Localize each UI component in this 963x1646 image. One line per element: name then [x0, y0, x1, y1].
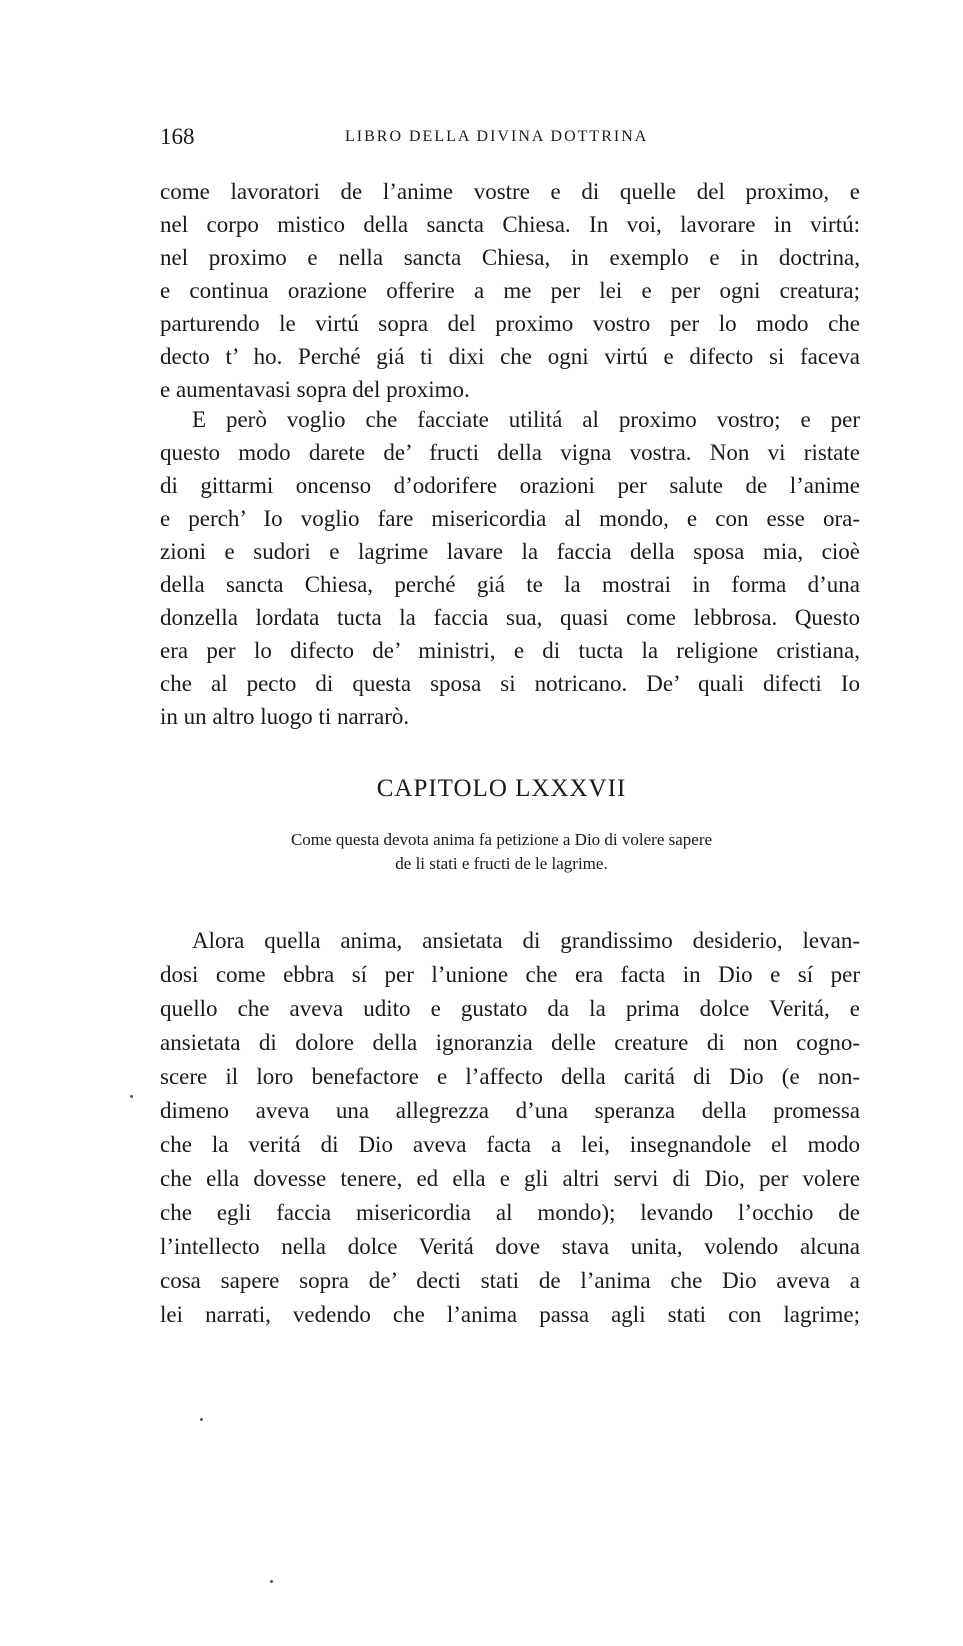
scan-speck: [130, 1095, 133, 1098]
text-line: e perch’ Io voglio fare misericordia al mondo, e con esse ora-: [160, 506, 860, 531]
page-number: 168: [160, 124, 195, 149]
text-line: era per lo difecto de’ ministri, e di tucta la religione cristiana,: [160, 638, 860, 663]
text-line: come lavoratori de l’anime vostre e di quelle del proximo, e: [160, 179, 860, 204]
text-line: che al pecto di questa sposa si notricano. De’ quali difecti Io: [160, 671, 860, 696]
text-line: l’intellecto nella dolce Veritá dove stava unita, volendo alcuna: [160, 1234, 860, 1259]
chapter-summary: [0, 828, 963, 876]
text-line: lei narrati, vedendo che l’anima passa agli stati con lagrime;: [160, 1302, 860, 1327]
text-line: della sancta Chiesa, perché giá te la mostrai in forma d’una: [160, 572, 860, 597]
text-line: decto t’ ho. Perché giá ti dixi che ogni virtú e difecto si faceva: [160, 344, 860, 369]
text-line: Alora quella anima, ansietata di grandissimo desiderio, levan-: [192, 928, 860, 953]
text-line: che la veritá di Dio aveva facta a lei, insegnandole el modo: [160, 1132, 860, 1157]
paragraph-2: [160, 403, 860, 733]
text-line: parturendo le virtú sopra del proximo vostro per lo modo che: [160, 311, 860, 336]
text-line: cosa sapere sopra de’ decti stati de l’anima che Dio aveva a: [160, 1268, 860, 1293]
chapter-summary-line: Come questa devota anima fa petizione a Dio di volere sapere: [290, 830, 713, 849]
text-line: nel corpo mistico della sancta Chiesa. In voi, lavorare in virtú:: [160, 212, 860, 237]
text-line: questo modo darete de’ fructi della vigna vostra. Non vi ristate: [160, 440, 860, 465]
text-line: di gittarmi oncenso d’odorifere orazioni per salute de l’anime: [160, 473, 860, 498]
text-line: E però voglio che facciate utilitá al proximo vostro; e per: [192, 407, 860, 432]
scan-speck: [200, 1418, 203, 1421]
text-line: dimeno aveva una allegrezza d’una speranza della promessa: [160, 1098, 860, 1123]
paragraph-1: [160, 175, 860, 406]
chapter-summary-line: de li stati e fructi de le lagrime.: [395, 854, 608, 873]
running-title: LIBRO DELLA DIVINA DOTTRINA: [345, 128, 649, 145]
text-line: donzella lordata tucta la faccia sua, quasi come lebbrosa. Questo: [160, 605, 860, 630]
text-line: che egli faccia misericordia al mondo); levando l’occhio de: [160, 1200, 860, 1225]
text-line: dosi come ebbra sí per l’unione che era facta in Dio e sí per: [160, 962, 860, 987]
scan-speck: [270, 1580, 273, 1583]
text-line: zioni e sudori e lagrime lavare la faccia della sposa mia, cioè: [160, 539, 860, 564]
paragraph-3: [160, 924, 860, 1332]
text-line: ansietata di dolore della ignoranzia delle creature di non cogno-: [160, 1030, 860, 1055]
chapter-title: CAPITOLO LXXXVII: [376, 775, 627, 802]
text-line: nel proximo e nella sancta Chiesa, in exemplo e in doctrina,: [160, 245, 860, 270]
text-line: e continua orazione offerire a me per lei e per ogni creatura;: [160, 278, 860, 303]
text-line: scere il loro benefactore e l’affecto della caritá di Dio (e non-: [160, 1064, 860, 1089]
text-line: in un altro luogo ti narrarò.: [160, 704, 410, 729]
running-head: [160, 124, 860, 154]
text-line: e aumentavasi sopra del proximo.: [160, 377, 470, 402]
text-line: quello che aveva udito e gustato da la prima dolce Veritá, e: [160, 996, 860, 1021]
text-line: che ella dovesse tenere, ed ella e gli altri servi di Dio, per volere: [160, 1166, 860, 1191]
